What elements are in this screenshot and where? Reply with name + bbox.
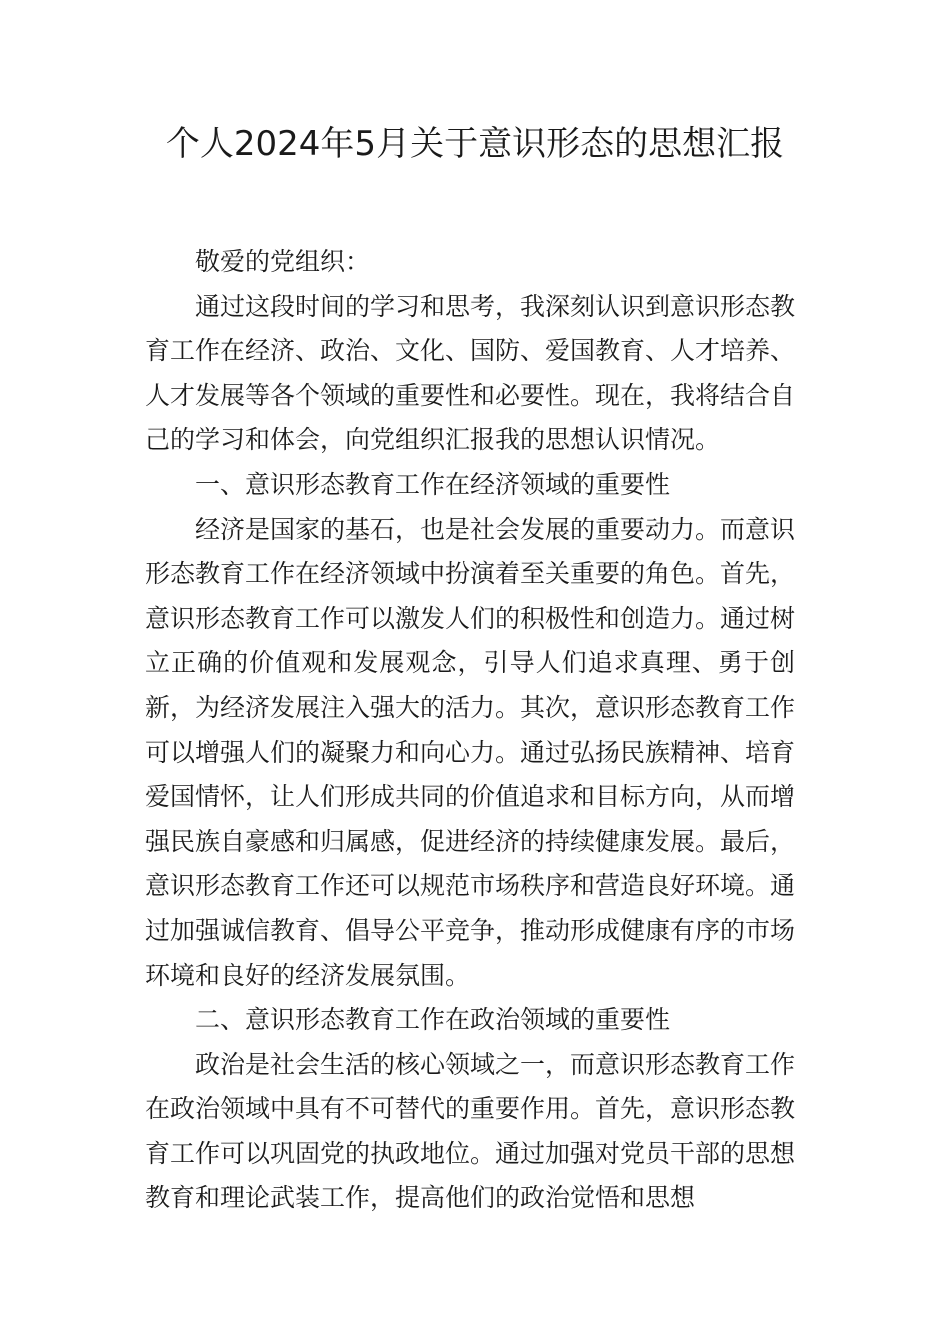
salutation: 敬爱的党组织： bbox=[195, 247, 371, 276]
document-title: 个人2024年5月关于意识形态的思想汇报 bbox=[165, 124, 785, 164]
section-heading-economy: 一、意识形态教育工作在经济领域的重要性 bbox=[195, 469, 671, 499]
paragraph-politics: 政治是社会生活的核心领域之一，而意识形态教育工作在政治领域中具有不可替代的重要作用。首先，意识形态教育工作可以巩固党的执政地位。通过加强对党员干部的思想教育和理论武装工作，提高他们的政治觉悟和思想 bbox=[145, 1049, 796, 1213]
paragraph-intro: 通过这段时间的学习和思考，我深刻认识到意识形态教育工作在经济、政治、文化、国防、爱国教育、人才培养、人才发展等各个领域的重要性和必要性。现在，我将结合自己的学习和体会，向党组织汇报我的思想认识情况。 bbox=[145, 291, 796, 455]
document-body bbox=[145, 240, 795, 1221]
paragraph-economy: 经济是国家的基石，也是社会发展的重要动力。而意识形态教育工作在经济领域中扮演着至关重要的角色。首先，意识形态教育工作可以激发人们的积极性和创造力。通过树立正确的价值观和发展观念，引导人们追求真理、勇于创新，为经济发展注入强大的活力。其次，意识形态教育工作可以增强人们的凝聚力和向心力。通过弘扬民族精神、培育爱国情怀，让人们形成共同的价值追求和目标方向，从而增强民族自豪感和归属感，促进经济的持续健康发展。最后，意识形态教育工作还可以规范市场秩序和营造良好环境。通过加强诚信教育、倡导公平竞争，推动形成健康有序的市场环境和良好的经济发展氛围。 bbox=[145, 514, 796, 990]
section-heading-politics: 二、意识形态教育工作在政治领域的重要性 bbox=[195, 1005, 671, 1035]
